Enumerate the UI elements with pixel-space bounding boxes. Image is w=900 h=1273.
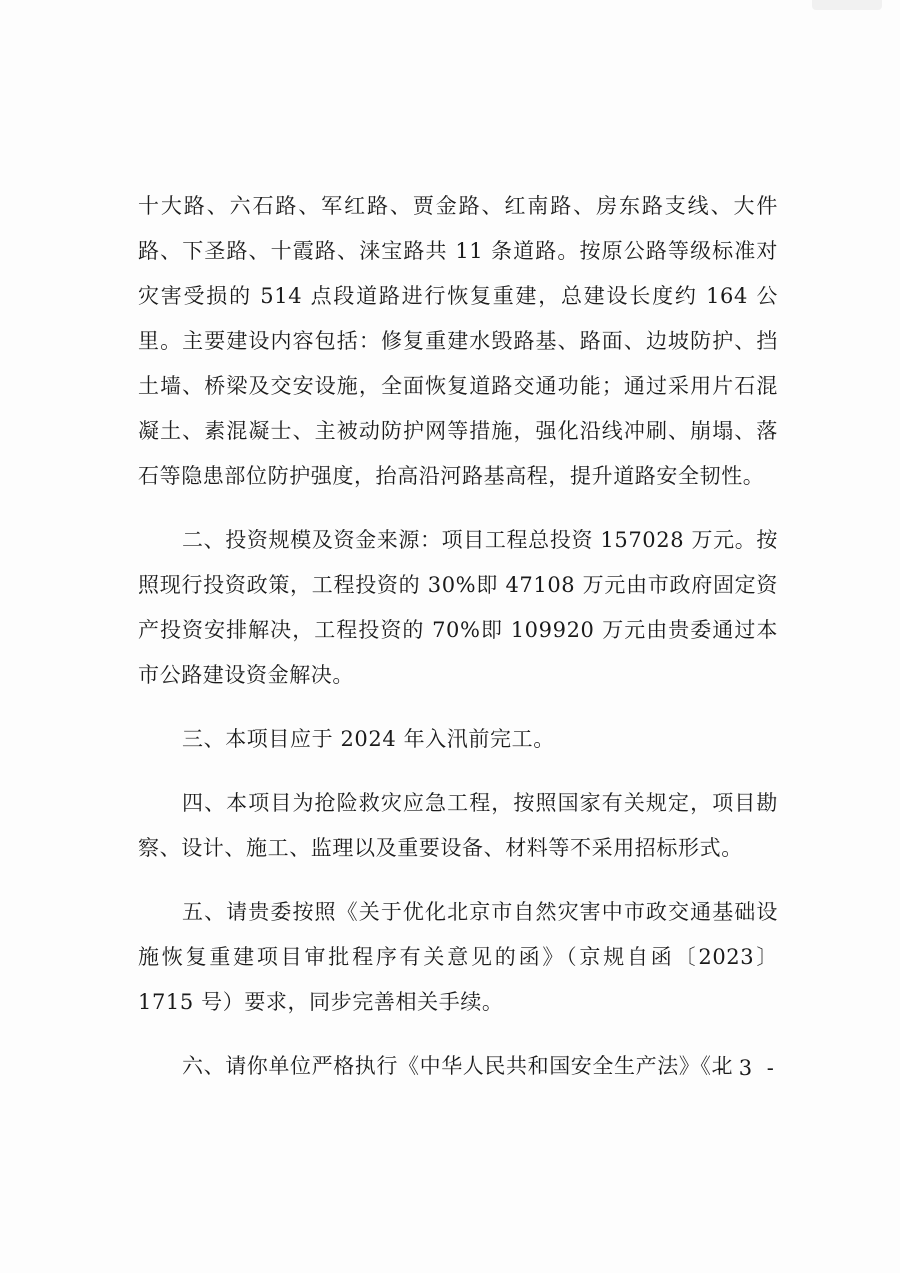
paragraph-continued-road-list: 十大路、六石路、军红路、贾金路、红南路、房东路支线、大件路、下圣路、十霞路、涞宝路共 11 条道路。按原公路等级标准对灾害受损的 514 点段道路进行恢复重建，总建设长度约 164 公里。主要建设内容包括：修复重建水毁路基、路面、边坡防护、挡土墙、桥梁及交安设施，全面恢复道路交通功能；通过采用片石混凝土、素混凝士、主被动防护网等措施，强化沿线冲刷、崩塌、落石等隐患部位防护强度，抬高沿河路基高程，提升道路安全韧性。 [138, 194, 778, 488]
paragraph-safety-regulations: 六、请你单位严格执行《中华人民共和国安全生产法》《北 [182, 1054, 734, 1078]
document-body [138, 184, 778, 1089]
page-number: - 3 - [717, 1056, 778, 1080]
paragraph-emergency-project: 四、本项目为抢险救灾应急工程，按照国家有关规定，项目勘察、设计、施工、监理以及重要设备、材料等不采用招标形式。 [138, 791, 778, 860]
paragraph-completion-deadline: 三、本项目应于 2024 年入汛前完工。 [182, 727, 555, 751]
paragraph-investment-scale: 二、投资规模及资金来源：项目工程总投资 157028 万元。按照现行投资政策，工程投资的 30%即 47108 万元由市政府固定资产投资安排解决，工程投资的 70%即 109920 万元由贵委通过本市公路建设资金解决。 [138, 528, 778, 687]
scan-edge-mark [812, 0, 882, 10]
paragraph-approval-procedures: 五、请贵委按照《关于优化北京市自然灾害中市政交通基础设施恢复重建项目审批程序有关意见的函》（京规自函〔2023〕1715 号）要求，同步完善相关手续。 [138, 900, 778, 1014]
